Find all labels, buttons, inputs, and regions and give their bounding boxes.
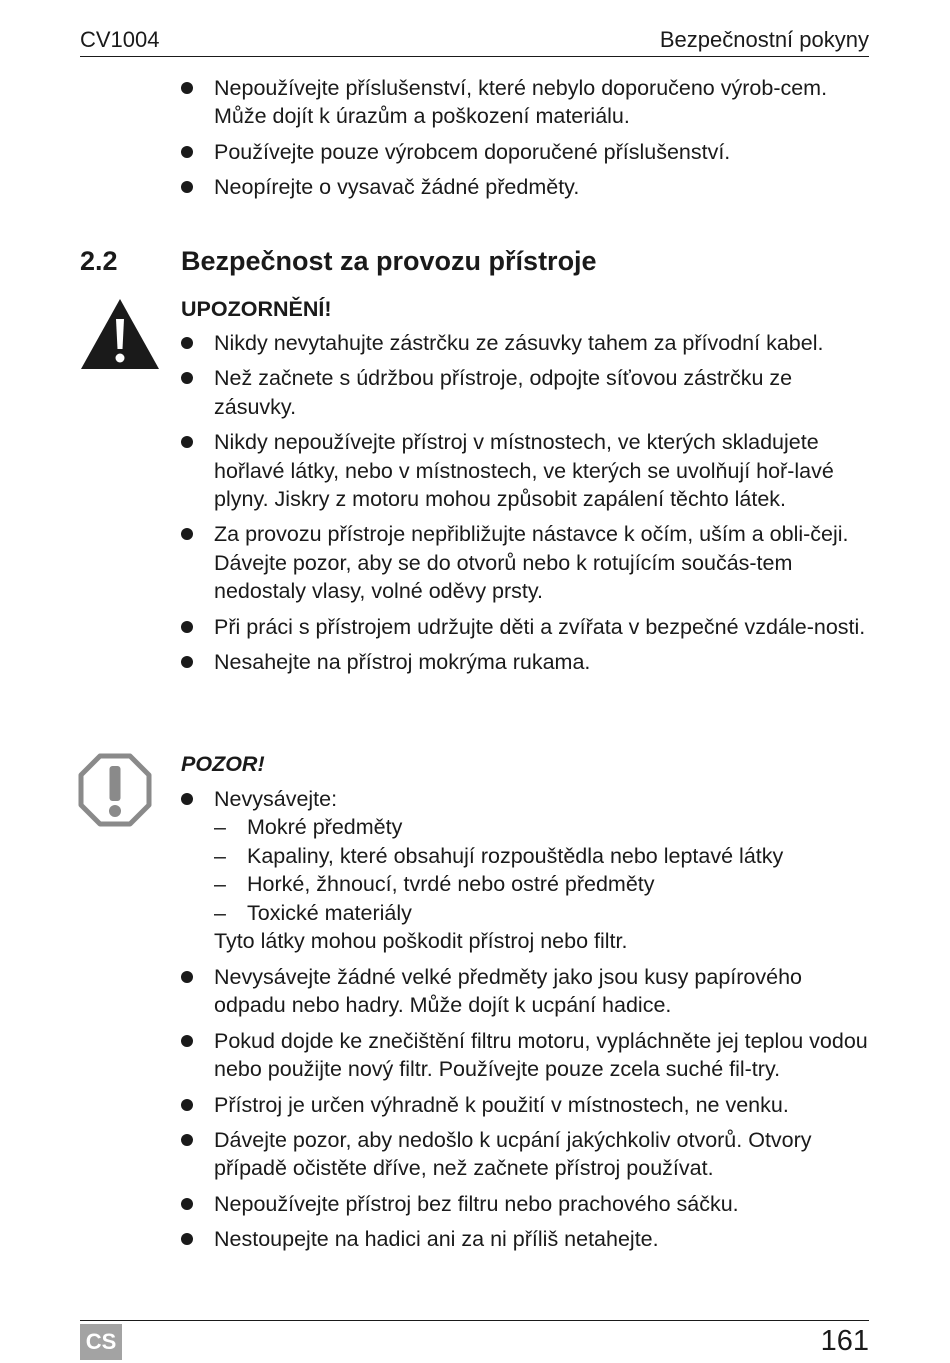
list-item [80,785,870,955]
sub-list-item: – Mokré předměty [214,813,870,841]
list-item: Nestoupejte na hadici ani za ni příliš netahejte. [80,1225,870,1253]
list-item-note: Tyto látky mohou poškodit přístroj nebo filtr. [214,929,628,954]
list-item: Nepoužívejte příslušenství, které nebylo doporučeno výrob-cem. Může dojít k úrazům a poškození materiálu. [80,74,870,131]
list-item: Nesahejte na přístroj mokrýma rukama. [80,648,870,676]
caution-first-list [80,785,870,962]
section-title: Bezpečnost za provozu přístroje [181,246,597,276]
page-number: 161 [820,1325,869,1357]
list-item: Používejte pouze výrobcem doporučené příslušenství. [80,138,870,166]
intro-bullet-list [80,74,870,209]
list-item: Nikdy nevytahujte zástrčku ze zásuvky tahem za přívodní kabel. [80,329,870,357]
section-number: 2.2 [80,246,118,276]
list-item: Dávejte pozor, aby nedošlo k ucpání jakýchkoliv otvorů. Otvory případě očistěte dříve, než začnete přístroj používat. [80,1126,870,1183]
caution-octagon-icon [78,753,152,827]
language-badge: CS [80,1324,122,1360]
dash-sub-list [214,813,870,927]
list-item: Neopírejte o vysavač žádné předměty. [80,173,870,201]
warning-title: UPOZORNĚNÍ! [181,297,332,321]
sub-list-item: – Horké, žhnoucí, tvrdé nebo ostré předměty [214,870,870,898]
page-footer [80,1320,869,1363]
sub-list-item: – Toxické materiály [214,899,870,927]
header-model: CV1004 [80,27,160,52]
list-item: Nepoužívejte přístroj bez filtru nebo prachového sáčku. [80,1190,870,1218]
list-item: Přístroj je určen výhradně k použití v místnostech, ne venku. [80,1091,870,1119]
header-chapter: Bezpečnostní pokyny [659,27,869,52]
warning-bullet-list [80,329,870,683]
sub-list-item: – Kapaliny, které obsahují rozpouštědla nebo leptavé látky [214,842,870,870]
caution-bullet-list [80,963,870,1261]
list-item: Za provozu přístroje nepřibližujte nástavce k očím, uším a obli-čeji. Dávejte pozor, aby se do otvorů nebo k rotujícím součás-tem nedostaly vlasy, volné oděvy prsty. [80,520,870,605]
caution-title: POZOR! [181,752,265,776]
list-item: Nevysávejte žádné velké předměty jako jsou kusy papírového odpadu nebo hadry. Může dojít k ucpání hadice. [80,963,870,1020]
list-item: Pokud dojde ke znečištění filtru motoru, vypláchněte jej teplou vodou nebo použijte nový filtr. Používejte pouze zcela suché fil-try. [80,1027,870,1084]
list-item: Při práci s přístrojem udržujte děti a zvířata v bezpečné vzdále-nosti. [80,613,870,641]
list-item-text: Nevysávejte: [214,787,338,811]
warning-triangle-icon [79,297,161,371]
list-item: Nikdy nepoužívejte přístroj v místnostech, ve kterých skladujete hořlavé látky, nebo v místnostech, ve kterých se uvolňují hoř-lavé plyny. Jiskry z motoru mohou způsobit zapálení těchto látek. [80,428,870,513]
list-item: Než začnete s údržbou přístroje, odpojte síťovou zástrčku ze zásuvky. [80,364,870,421]
page-header [80,24,869,57]
